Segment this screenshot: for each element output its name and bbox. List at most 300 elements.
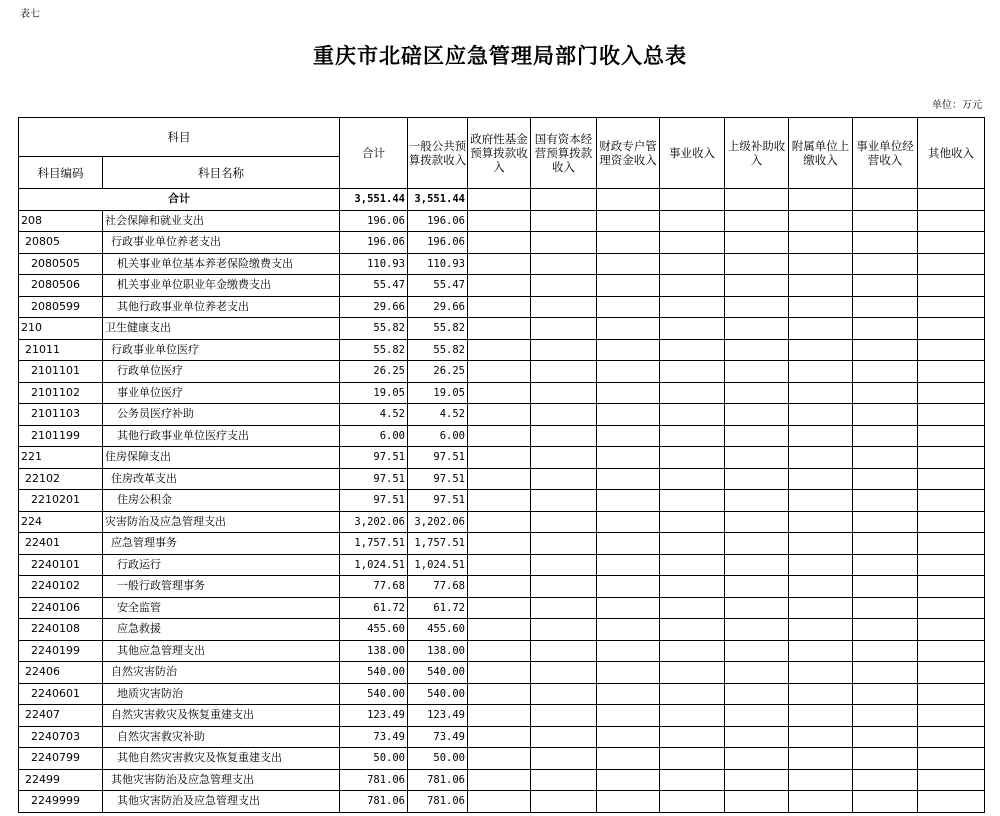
empty-cell [789,490,853,512]
total-cell: 55.47 [340,275,408,297]
empty-cell [468,769,531,791]
empty-cell [789,791,853,813]
total-cell: 455.60 [340,619,408,641]
empty-cell [789,769,853,791]
subject-code-cell: 2101103 [19,404,103,426]
total-cell: 110.93 [340,253,408,275]
total-cell: 77.68 [340,576,408,598]
empty-cell [468,468,531,490]
empty-cell [531,726,597,748]
empty-cell [468,232,531,254]
empty-cell [918,662,985,684]
subject-name-cell: 地质灾害防治 [103,683,340,705]
subject-code-cell: 22499 [19,769,103,791]
table-row [19,748,985,770]
empty-cell [660,490,725,512]
total-cell: 781.06 [340,769,408,791]
empty-cell [660,275,725,297]
empty-cell [468,554,531,576]
empty-cell [725,296,789,318]
empty-cell [531,425,597,447]
table-row [19,662,985,684]
empty-cell [853,296,918,318]
empty-cell [789,640,853,662]
header-total: 合计 [340,118,408,189]
subject-code-cell: 2080505 [19,253,103,275]
subject-code-cell: 224 [19,511,103,533]
header-subject-name: 科目名称 [103,157,340,189]
unit-label: 单位：万元 [932,100,982,111]
empty-cell [853,726,918,748]
empty-cell [597,404,660,426]
general-budget-cell: 97.51 [408,490,468,512]
empty-cell [660,769,725,791]
empty-cell [531,339,597,361]
subject-name-cell: 其他行政事业单位医疗支出 [103,425,340,447]
empty-cell [918,619,985,641]
empty-cell [531,232,597,254]
empty-cell [918,511,985,533]
empty-cell [597,296,660,318]
subject-code-cell: 20805 [19,232,103,254]
table-row [19,404,985,426]
empty-cell [789,447,853,469]
empty-cell [660,382,725,404]
table-row [19,554,985,576]
empty-cell [531,318,597,340]
subject-name-cell: 卫生健康支出 [103,318,340,340]
empty-cell [468,705,531,727]
empty-cell [597,662,660,684]
empty-cell [660,683,725,705]
total-cell: 1,757.51 [340,533,408,555]
empty-cell [725,769,789,791]
empty-cell [725,425,789,447]
empty-cell [725,490,789,512]
empty-cell [468,726,531,748]
empty-cell [918,683,985,705]
empty-cell [468,791,531,813]
empty-cell [853,361,918,383]
empty-cell [725,662,789,684]
general-budget-cell: 55.82 [408,339,468,361]
empty-cell [918,791,985,813]
empty-cell [725,726,789,748]
subject-code-cell: 2240601 [19,683,103,705]
empty-cell [789,748,853,770]
empty-cell [725,791,789,813]
total-general-budget: 3,551.44 [408,189,468,211]
empty-cell [918,769,985,791]
header-subject: 科目 [19,118,340,157]
empty-cell [468,619,531,641]
empty-cell [531,576,597,598]
empty-cell [531,404,597,426]
empty-cell [660,619,725,641]
empty-cell [789,318,853,340]
subject-name-cell: 事业单位医疗 [103,382,340,404]
subject-code-cell: 2249999 [19,791,103,813]
empty-cell [918,361,985,383]
empty-cell [468,748,531,770]
empty-cell [660,640,725,662]
empty-cell [468,318,531,340]
empty-cell [531,296,597,318]
empty-cell [468,683,531,705]
empty-cell [853,576,918,598]
empty-cell [597,318,660,340]
subject-name-cell: 住房公积金 [103,490,340,512]
empty-cell [853,791,918,813]
income-table [18,117,985,813]
general-budget-cell: 1,757.51 [408,533,468,555]
subject-name-cell: 其他应急管理支出 [103,640,340,662]
table-row [19,597,985,619]
header-general-budget: 一般公共预算拨款收入 [408,118,468,189]
empty-cell [725,232,789,254]
empty-cell [918,597,985,619]
empty-cell [853,554,918,576]
empty-cell [853,232,918,254]
empty-cell [789,339,853,361]
empty-cell [468,404,531,426]
header-other-income: 其他收入 [918,118,985,189]
subject-code-cell: 210 [19,318,103,340]
empty-cell [918,748,985,770]
empty-cell [789,662,853,684]
empty-cell [725,361,789,383]
empty-cell [789,683,853,705]
empty-cell [660,425,725,447]
general-budget-cell: 6.00 [408,425,468,447]
empty-cell [660,554,725,576]
empty-cell [918,318,985,340]
table-row [19,447,985,469]
subject-name-cell: 其他行政事业单位养老支出 [103,296,340,318]
subject-code-cell: 2101102 [19,382,103,404]
total-amount: 3,551.44 [340,189,408,211]
empty-cell [918,404,985,426]
empty-cell [725,705,789,727]
general-budget-cell: 138.00 [408,640,468,662]
empty-cell [725,533,789,555]
table-row [19,361,985,383]
empty-cell [468,296,531,318]
total-cell: 19.05 [340,382,408,404]
empty-cell [468,361,531,383]
empty-cell [468,533,531,555]
subject-code-cell: 2240108 [19,619,103,641]
empty-cell [725,339,789,361]
total-cell: 97.51 [340,447,408,469]
empty-cell [468,576,531,598]
total-cell: 73.49 [340,726,408,748]
empty-cell [531,683,597,705]
empty-cell [725,382,789,404]
empty-cell [853,447,918,469]
empty-cell [789,275,853,297]
empty-cell [789,253,853,275]
subject-name-cell: 机关事业单位职业年金缴费支出 [103,275,340,297]
header-gov-fund: 政府性基金预算拨款收入 [468,118,531,189]
total-cell: 781.06 [340,791,408,813]
empty-cell [660,511,725,533]
empty-cell [725,210,789,232]
empty-cell [725,318,789,340]
empty-cell [789,619,853,641]
empty-cell [597,511,660,533]
empty-cell [660,232,725,254]
subject-code-cell: 22406 [19,662,103,684]
empty-cell [725,619,789,641]
header-state-capital: 国有资本经营预算拨款收入 [531,118,597,189]
general-budget-cell: 455.60 [408,619,468,641]
subject-code-cell: 221 [19,447,103,469]
general-budget-cell: 123.49 [408,705,468,727]
total-row [19,189,985,211]
subject-name-cell: 应急管理事务 [103,533,340,555]
table-row [19,619,985,641]
header-subject-code: 科目编码 [19,157,103,189]
empty-cell [468,275,531,297]
empty-cell [918,253,985,275]
empty-cell [918,705,985,727]
empty-cell [468,447,531,469]
empty-cell [853,425,918,447]
subject-code-cell: 208 [19,210,103,232]
empty-cell [597,554,660,576]
general-budget-cell: 3,202.06 [408,511,468,533]
total-cell: 97.51 [340,490,408,512]
table-row [19,640,985,662]
table-row [19,468,985,490]
empty-cell [789,382,853,404]
empty-cell [468,253,531,275]
table-row [19,769,985,791]
subject-name-cell: 自然灾害防治 [103,662,340,684]
empty-cell [531,275,597,297]
empty-cell [918,468,985,490]
empty-cell [597,683,660,705]
empty-cell [853,382,918,404]
empty-cell [789,726,853,748]
subject-code-cell: 2210201 [19,490,103,512]
empty-cell [660,318,725,340]
empty-cell [531,748,597,770]
empty-cell [531,662,597,684]
total-cell: 26.25 [340,361,408,383]
empty-cell [531,619,597,641]
empty-cell [789,425,853,447]
empty-cell [853,468,918,490]
table-row [19,726,985,748]
general-budget-cell: 196.06 [408,210,468,232]
empty-cell [660,361,725,383]
empty-cell [725,554,789,576]
empty-cell [789,232,853,254]
empty-cell [597,576,660,598]
empty-cell [468,210,531,232]
table-row [19,339,985,361]
empty-cell [725,253,789,275]
total-cell: 196.06 [340,232,408,254]
total-cell: 6.00 [340,425,408,447]
table-row [19,425,985,447]
general-budget-cell: 97.51 [408,468,468,490]
empty-cell [853,705,918,727]
empty-cell [918,296,985,318]
empty-cell [531,791,597,813]
subject-name-cell: 行政运行 [103,554,340,576]
subject-name-cell: 应急救援 [103,619,340,641]
subject-name-cell: 自然灾害救灾补助 [103,726,340,748]
table-row [19,533,985,555]
empty-cell [597,597,660,619]
general-budget-cell: 50.00 [408,748,468,770]
empty-cell [660,576,725,598]
subject-code-cell: 2240703 [19,726,103,748]
table-row [19,210,985,232]
empty-cell [853,640,918,662]
empty-cell [597,210,660,232]
empty-cell [789,210,853,232]
empty-cell [597,619,660,641]
general-budget-cell: 110.93 [408,253,468,275]
empty-cell [468,597,531,619]
empty-cell [468,425,531,447]
empty-cell [597,769,660,791]
subject-code-cell: 2080506 [19,275,103,297]
table-row [19,318,985,340]
subject-code-cell: 22401 [19,533,103,555]
table-row [19,576,985,598]
subject-name-cell: 社会保障和就业支出 [103,210,340,232]
empty-cell [660,339,725,361]
general-budget-cell: 97.51 [408,447,468,469]
empty-cell [725,597,789,619]
header-affiliated-units: 附属单位上缴收入 [789,118,853,189]
general-budget-cell: 73.49 [408,726,468,748]
empty-cell [597,490,660,512]
subject-name-cell: 其他灾害防治及应急管理支出 [103,769,340,791]
empty-cell [597,447,660,469]
total-cell: 97.51 [340,468,408,490]
general-budget-cell: 77.68 [408,576,468,598]
empty-cell [789,576,853,598]
empty-cell [789,361,853,383]
empty-cell [531,769,597,791]
empty-cell [660,210,725,232]
general-budget-cell: 781.06 [408,791,468,813]
subject-code-cell: 22102 [19,468,103,490]
empty-cell [725,576,789,598]
empty-cell [660,791,725,813]
empty-cell [853,597,918,619]
empty-cell [531,640,597,662]
empty-cell [597,425,660,447]
empty-cell [597,726,660,748]
empty-cell [597,791,660,813]
empty-cell [725,748,789,770]
total-cell: 55.82 [340,339,408,361]
header-business-income: 事业收入 [660,118,725,189]
subject-name-cell: 其他灾害防治及应急管理支出 [103,791,340,813]
subject-code-cell: 2080599 [19,296,103,318]
subject-name-cell: 机关事业单位基本养老保险缴费支出 [103,253,340,275]
table-row [19,253,985,275]
subject-name-cell: 行政事业单位医疗 [103,339,340,361]
empty-cell [853,490,918,512]
empty-cell [725,468,789,490]
empty-cell [918,210,985,232]
empty-cell [597,468,660,490]
empty-cell [531,210,597,232]
empty-cell [597,275,660,297]
empty-cell [660,404,725,426]
subject-code-cell: 21011 [19,339,103,361]
empty-cell [725,511,789,533]
empty-cell [918,554,985,576]
subject-code-cell: 2101101 [19,361,103,383]
subject-code-cell: 2240799 [19,748,103,770]
table-row [19,382,985,404]
general-budget-cell: 19.05 [408,382,468,404]
empty-cell [918,490,985,512]
empty-cell [660,726,725,748]
general-budget-cell: 55.47 [408,275,468,297]
empty-cell [918,382,985,404]
empty-cell [789,468,853,490]
empty-cell [531,253,597,275]
subject-name-cell: 自然灾害救灾及恢复重建支出 [103,705,340,727]
header-superior-subsidy: 上级补助收入 [725,118,789,189]
general-budget-cell: 1,024.51 [408,554,468,576]
subject-code-cell: 2240106 [19,597,103,619]
empty-cell [789,296,853,318]
subject-code-cell: 2240102 [19,576,103,598]
empty-cell [789,533,853,555]
header-fiscal-special: 财政专户管理资金收入 [597,118,660,189]
table-row [19,683,985,705]
subject-code-cell: 2240199 [19,640,103,662]
total-cell: 50.00 [340,748,408,770]
table-row [19,705,985,727]
empty-cell [789,404,853,426]
subject-code-cell: 2101199 [19,425,103,447]
empty-cell [853,533,918,555]
total-cell: 196.06 [340,210,408,232]
empty-cell [853,748,918,770]
total-label: 合计 [19,189,340,211]
table-row [19,490,985,512]
total-cell: 540.00 [340,662,408,684]
subject-name-cell: 公务员医疗补助 [103,404,340,426]
empty-cell [660,662,725,684]
empty-cell [918,425,985,447]
total-cell: 1,024.51 [340,554,408,576]
empty-cell [660,705,725,727]
subject-name-cell: 住房改革支出 [103,468,340,490]
subject-name-cell: 行政单位医疗 [103,361,340,383]
empty-cell [918,447,985,469]
empty-cell [853,511,918,533]
empty-cell [853,275,918,297]
empty-cell [725,447,789,469]
empty-cell [468,339,531,361]
empty-cell [853,662,918,684]
document-label: 表七 [20,9,40,20]
empty-cell [597,748,660,770]
